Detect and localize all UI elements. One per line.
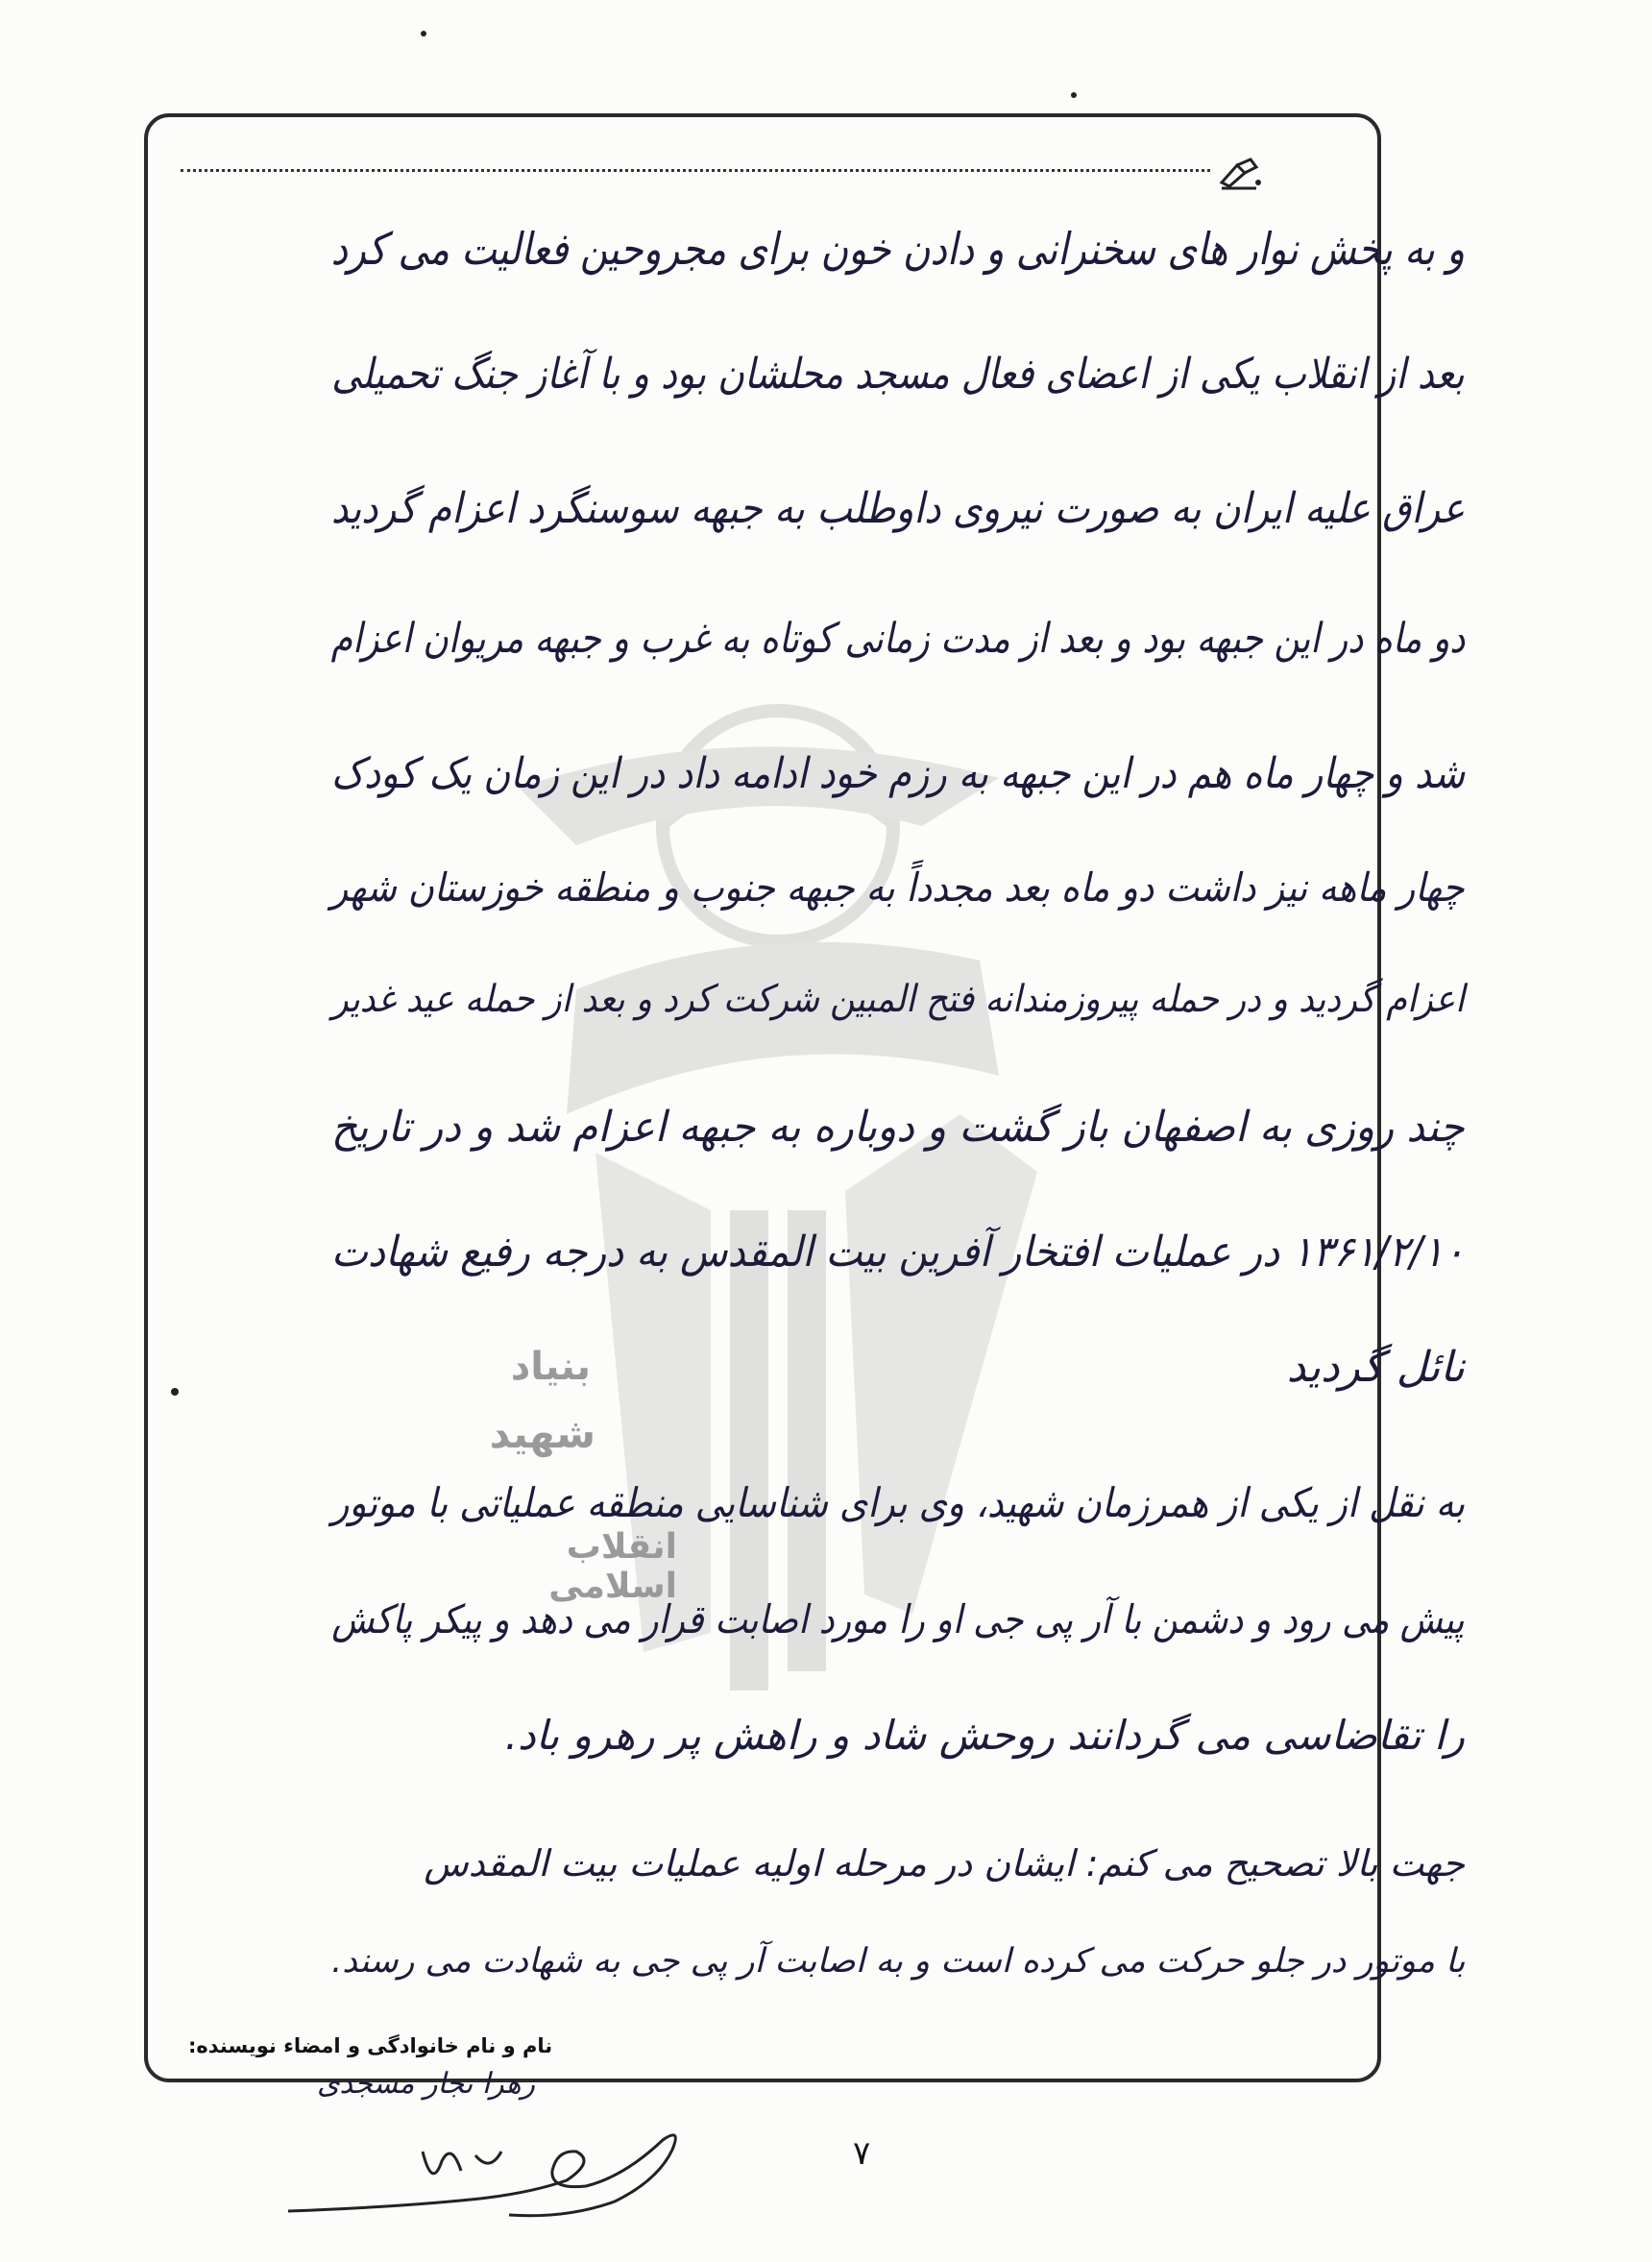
body-line-12: پیش می رود و دشمن با آر پی جی او را مورد اصابت قرار می دهد و پیکر پاکش [331, 1596, 1465, 1642]
signature-scribble [279, 2123, 701, 2228]
body-line-3: عراق علیه ایران به صورت نیروی داوطلب به جبهه سوسنگرد اعزام گردید [330, 484, 1465, 533]
pen-writing-icon [1218, 154, 1262, 190]
body-line-11: به نقل از یکی از همرزمان شهید، وی برای شناسایی منطقه عملیاتی با موتور [331, 1479, 1465, 1526]
writer-label: نام و نام خانوادگی و امضاء نویسنده: [188, 2034, 553, 2057]
body-line-2: بعد از انقلاب یکی از اعضای فعال مسجد محلشان بود و با آغاز جنگ تحمیلی [331, 350, 1465, 399]
body-line-14: جهت بالا تصحیح می کنم: ایشان در مرحله اولیه عملیات بیت المقدس [424, 1842, 1465, 1885]
watermark-line1: بنیاد [510, 1345, 591, 1389]
page-number: ۷ [853, 2134, 871, 2173]
body-line-5: شد و چهار ماه هم در این جبهه به رزم خود ادامه داد در این زمان یک کودک [330, 749, 1465, 798]
header-dotted-rule [181, 169, 1210, 172]
body-line-6: چهار ماهه نیز داشت دو ماه بعد مجدداً به جبهه جنوب و منطقه خوزستان شهر [330, 864, 1465, 911]
body-line-1: و به پخش نوار های سخنرانی و دادن خون برای مجروحین فعالیت می کرد [330, 223, 1465, 275]
body-line-10: نائل گردید [1286, 1343, 1465, 1392]
body-line-13: را تقاضاسی می گردانند روحش شاد و راهش پر رهرو باد. [504, 1712, 1465, 1759]
watermark-line2: شهید [489, 1410, 595, 1457]
page-frame [144, 113, 1381, 2082]
scan-speck [1071, 92, 1077, 98]
writer-name: زهرا نجار مسجدی [317, 2067, 536, 2101]
body-line-15: با موتور در جلو حرکت می کرده است و به اصابت آر پی جی به شهادت می رسند. [330, 1942, 1465, 1981]
scan-speck [421, 31, 426, 36]
body-line-8: چند روزی به اصفهان باز گشت و دوباره به جبهه اعزام شد و در تاریخ [331, 1103, 1465, 1152]
body-line-4: دو ماه در این جبهه بود و بعد از مدت زمانی کوتاه به غرب و جبهه مریوان اعزام [330, 615, 1465, 663]
body-line-9: ۱۳۶۱/۲/۱۰ در عملیات افتخار آفرین بیت المقدس به درجه رفیع شهادت [330, 1228, 1465, 1277]
watermark-line3: انقلاب اسلامی [548, 1527, 677, 1606]
body-line-7: اعزام گردید و در حمله پیروزمندانه فتح المبین شرکت کرد و بعد از حمله عید غدیر [331, 978, 1465, 1021]
